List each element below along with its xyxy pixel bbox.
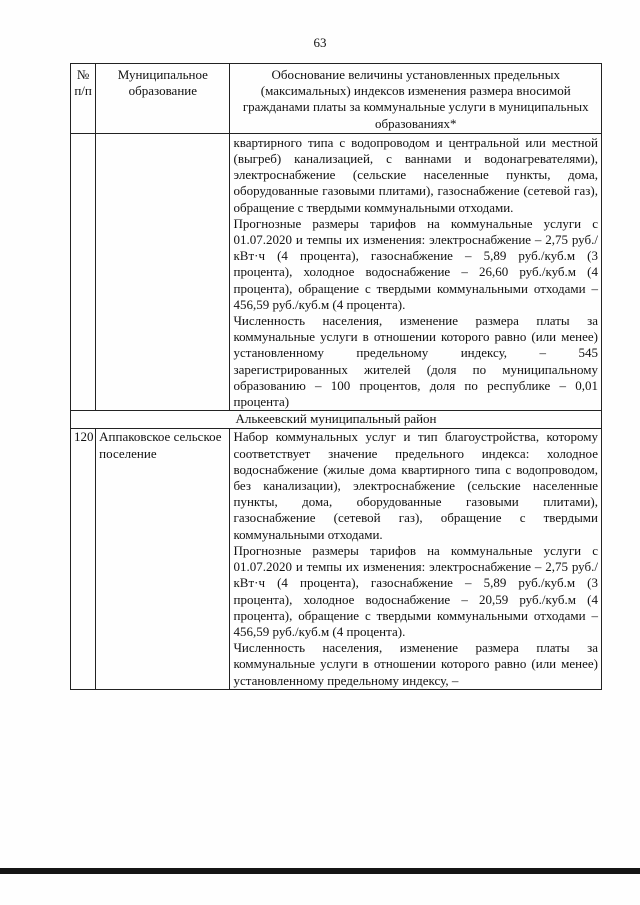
row-justification: [230, 133, 602, 410]
table-row: [71, 429, 602, 689]
table-header-row: [71, 64, 602, 134]
tariff-index-table: [70, 63, 602, 690]
justification-paragraph: Численность населения, изменение размера платы за коммунальные услуги в отношении которого равно (или менее) установленному предельному индексу, –: [233, 640, 598, 688]
row-municipality: Аппаковское сельское поселение: [96, 429, 230, 689]
table-row: [71, 133, 602, 410]
header-num: № п/п: [71, 64, 96, 134]
section-title: Алькеевский муниципальный район: [71, 411, 602, 429]
header-justification: Обоснование величины установленных предельных (максимальных) индексов изменения размера вносимой гражданами платы за коммунальные услуги в муниципальных образованиях*: [230, 64, 602, 134]
justification-paragraph: квартирного типа с водопроводом и центральной или местной (выгреб) канализацией, с ваннами и водонагревателями), электроснабжение (сельские населенные пункты, дома, оборудованные газовыми плитами), газоснабжение (сетевой газ), обращение с твердыми коммунальными отходами.: [233, 134, 598, 215]
justification-paragraph: Прогнозные размеры тарифов на коммунальные услуги с 01.07.2020 и темпы их изменения: электроснабжение – 2,75 руб./кВт·ч (4 процента), газоснабжение – 5,89 руб./куб.м (3 процента), холодное водоснабжение – 26,60 руб./куб.м (4 процента), обращение с твердыми коммунальными отходами – 456,59 руб./куб.м (4 процента).: [233, 215, 598, 312]
row-num: 120: [71, 429, 96, 689]
justification-paragraph: Набор коммунальных услуг и тип благоустройства, которому соответствует значение предельного индекса: холодное водоснабжение (жилые дома квартирного типа с водопроводом, без канализации), электроснабжение (сельские населенные пункты, дома, оборудованные газовыми плитами), газоснабжение (сетевой газ), обращение с твердыми коммунальными отходами.: [233, 429, 598, 542]
row-num: [71, 133, 96, 410]
section-title-row: [71, 411, 602, 429]
row-municipality: [96, 133, 230, 410]
scan-bottom-edge: [0, 868, 640, 874]
page-number: 63: [313, 35, 327, 50]
justification-paragraph: Численность населения, изменение размера платы за коммунальные услуги в отношении которого равно (или менее) установленному предельному индексу, – 545 зарегистрированных жителей (доля по муниципальному образованию – 100 процентов, доля по республике – 0,01 процента): [233, 313, 598, 410]
justification-paragraph: Прогнозные размеры тарифов на коммунальные услуги с 01.07.2020 и темпы их изменения: электроснабжение – 2,75 руб./кВт·ч (4 процента), газоснабжение – 5,89 руб./куб.м (3 процента), холодное водоснабжение – 20,59 руб./куб.м (4 процента), обращение с твердыми коммунальными отходами – 456,59 руб./куб.м (4 процента).: [233, 542, 598, 639]
row-justification: [230, 429, 602, 689]
header-municipality: Муниципальное образование: [96, 64, 230, 134]
